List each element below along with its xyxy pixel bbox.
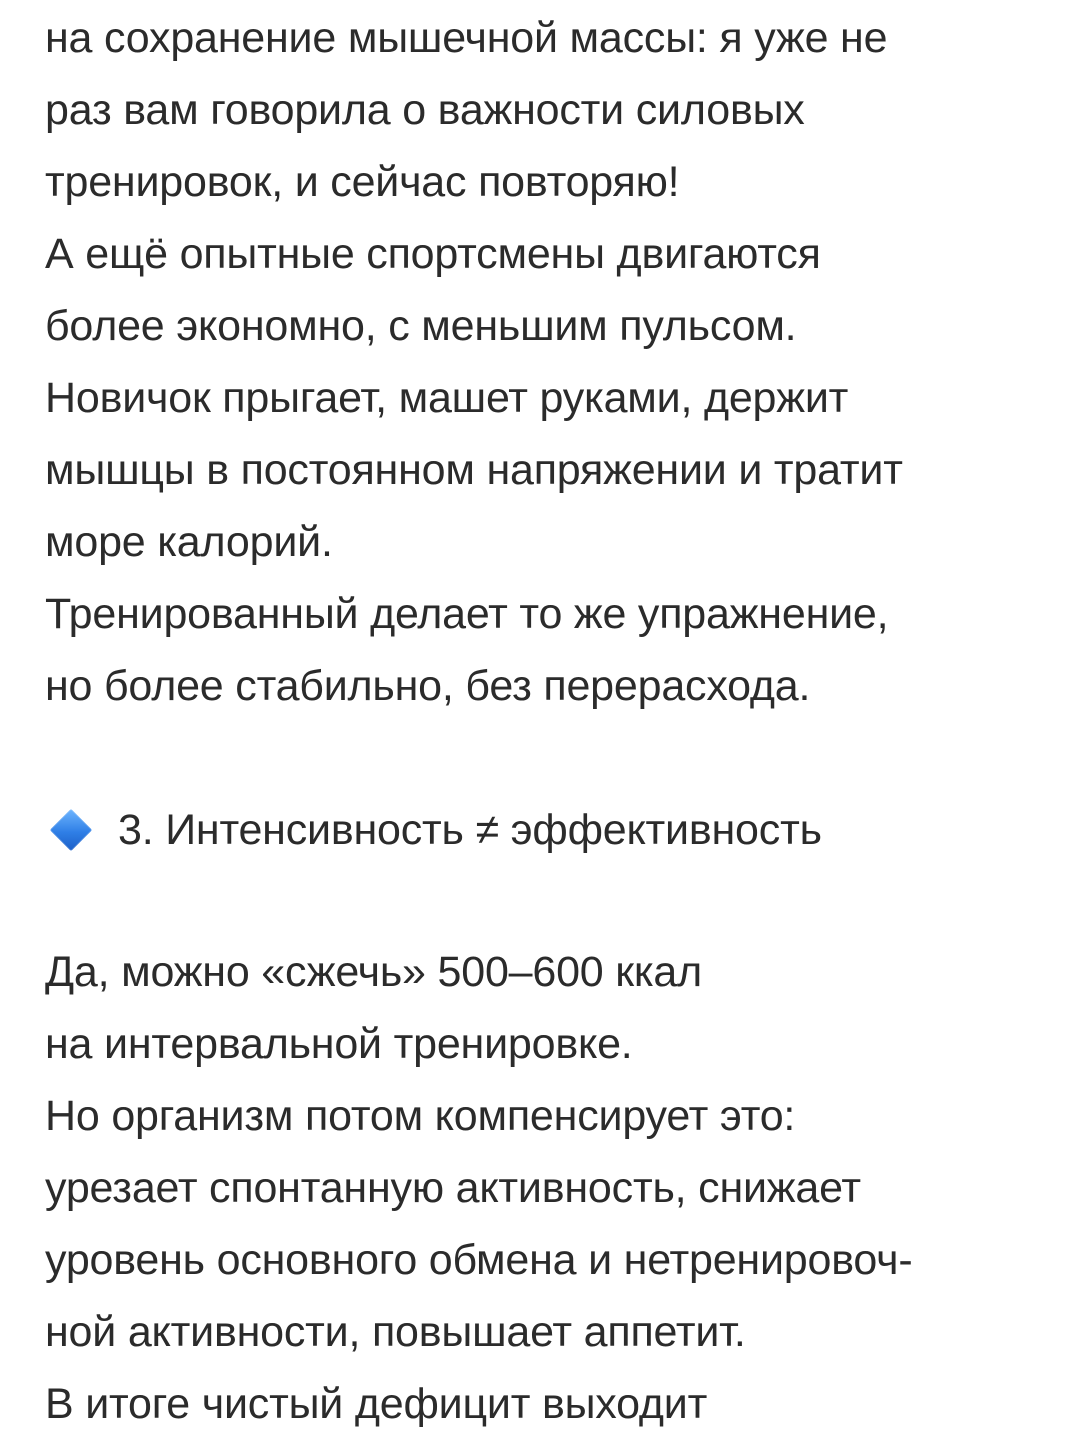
- text-line: но более стабильно, без перерасхода.: [45, 662, 811, 710]
- blue-diamond-icon: [50, 809, 92, 851]
- text-line: уровень основного обмена и нетренировоч-: [45, 1236, 913, 1284]
- text-line: В итоге чистый дефицит выходит: [45, 1380, 708, 1428]
- text-line: раз вам говорила о важности силовых: [45, 86, 805, 134]
- text-line: Тренированный делает то же упражнение,: [45, 590, 889, 638]
- text-line: урезает спонтанную активность, снижает: [45, 1164, 861, 1212]
- section-title: 3. Интенсивность ≠ эффективность: [118, 806, 822, 854]
- section-heading: [52, 794, 822, 866]
- text-line: Но организм потом компенсирует это:: [45, 1092, 796, 1140]
- text-line: более экономно, с меньшим пульсом.: [45, 302, 797, 350]
- text-line: мышцы в постоянном напряжении и тратит: [45, 446, 903, 494]
- text-line: Новичок прыгает, машет руками, держит: [45, 374, 849, 422]
- text-line: ной активности, повышает аппетит.: [45, 1308, 746, 1356]
- text-line: тренировок, и сейчас повторяю!: [45, 158, 680, 206]
- text-line: море калорий.: [45, 518, 333, 566]
- text-line: на сохранение мышечной массы: я уже не: [45, 14, 888, 62]
- text-line: Да, можно «сжечь» 500–600 ккал: [45, 948, 703, 996]
- text-line: А ещё опытные спортсмены двигаются: [45, 230, 821, 278]
- text-line: на интервальной тренировке.: [45, 1020, 633, 1068]
